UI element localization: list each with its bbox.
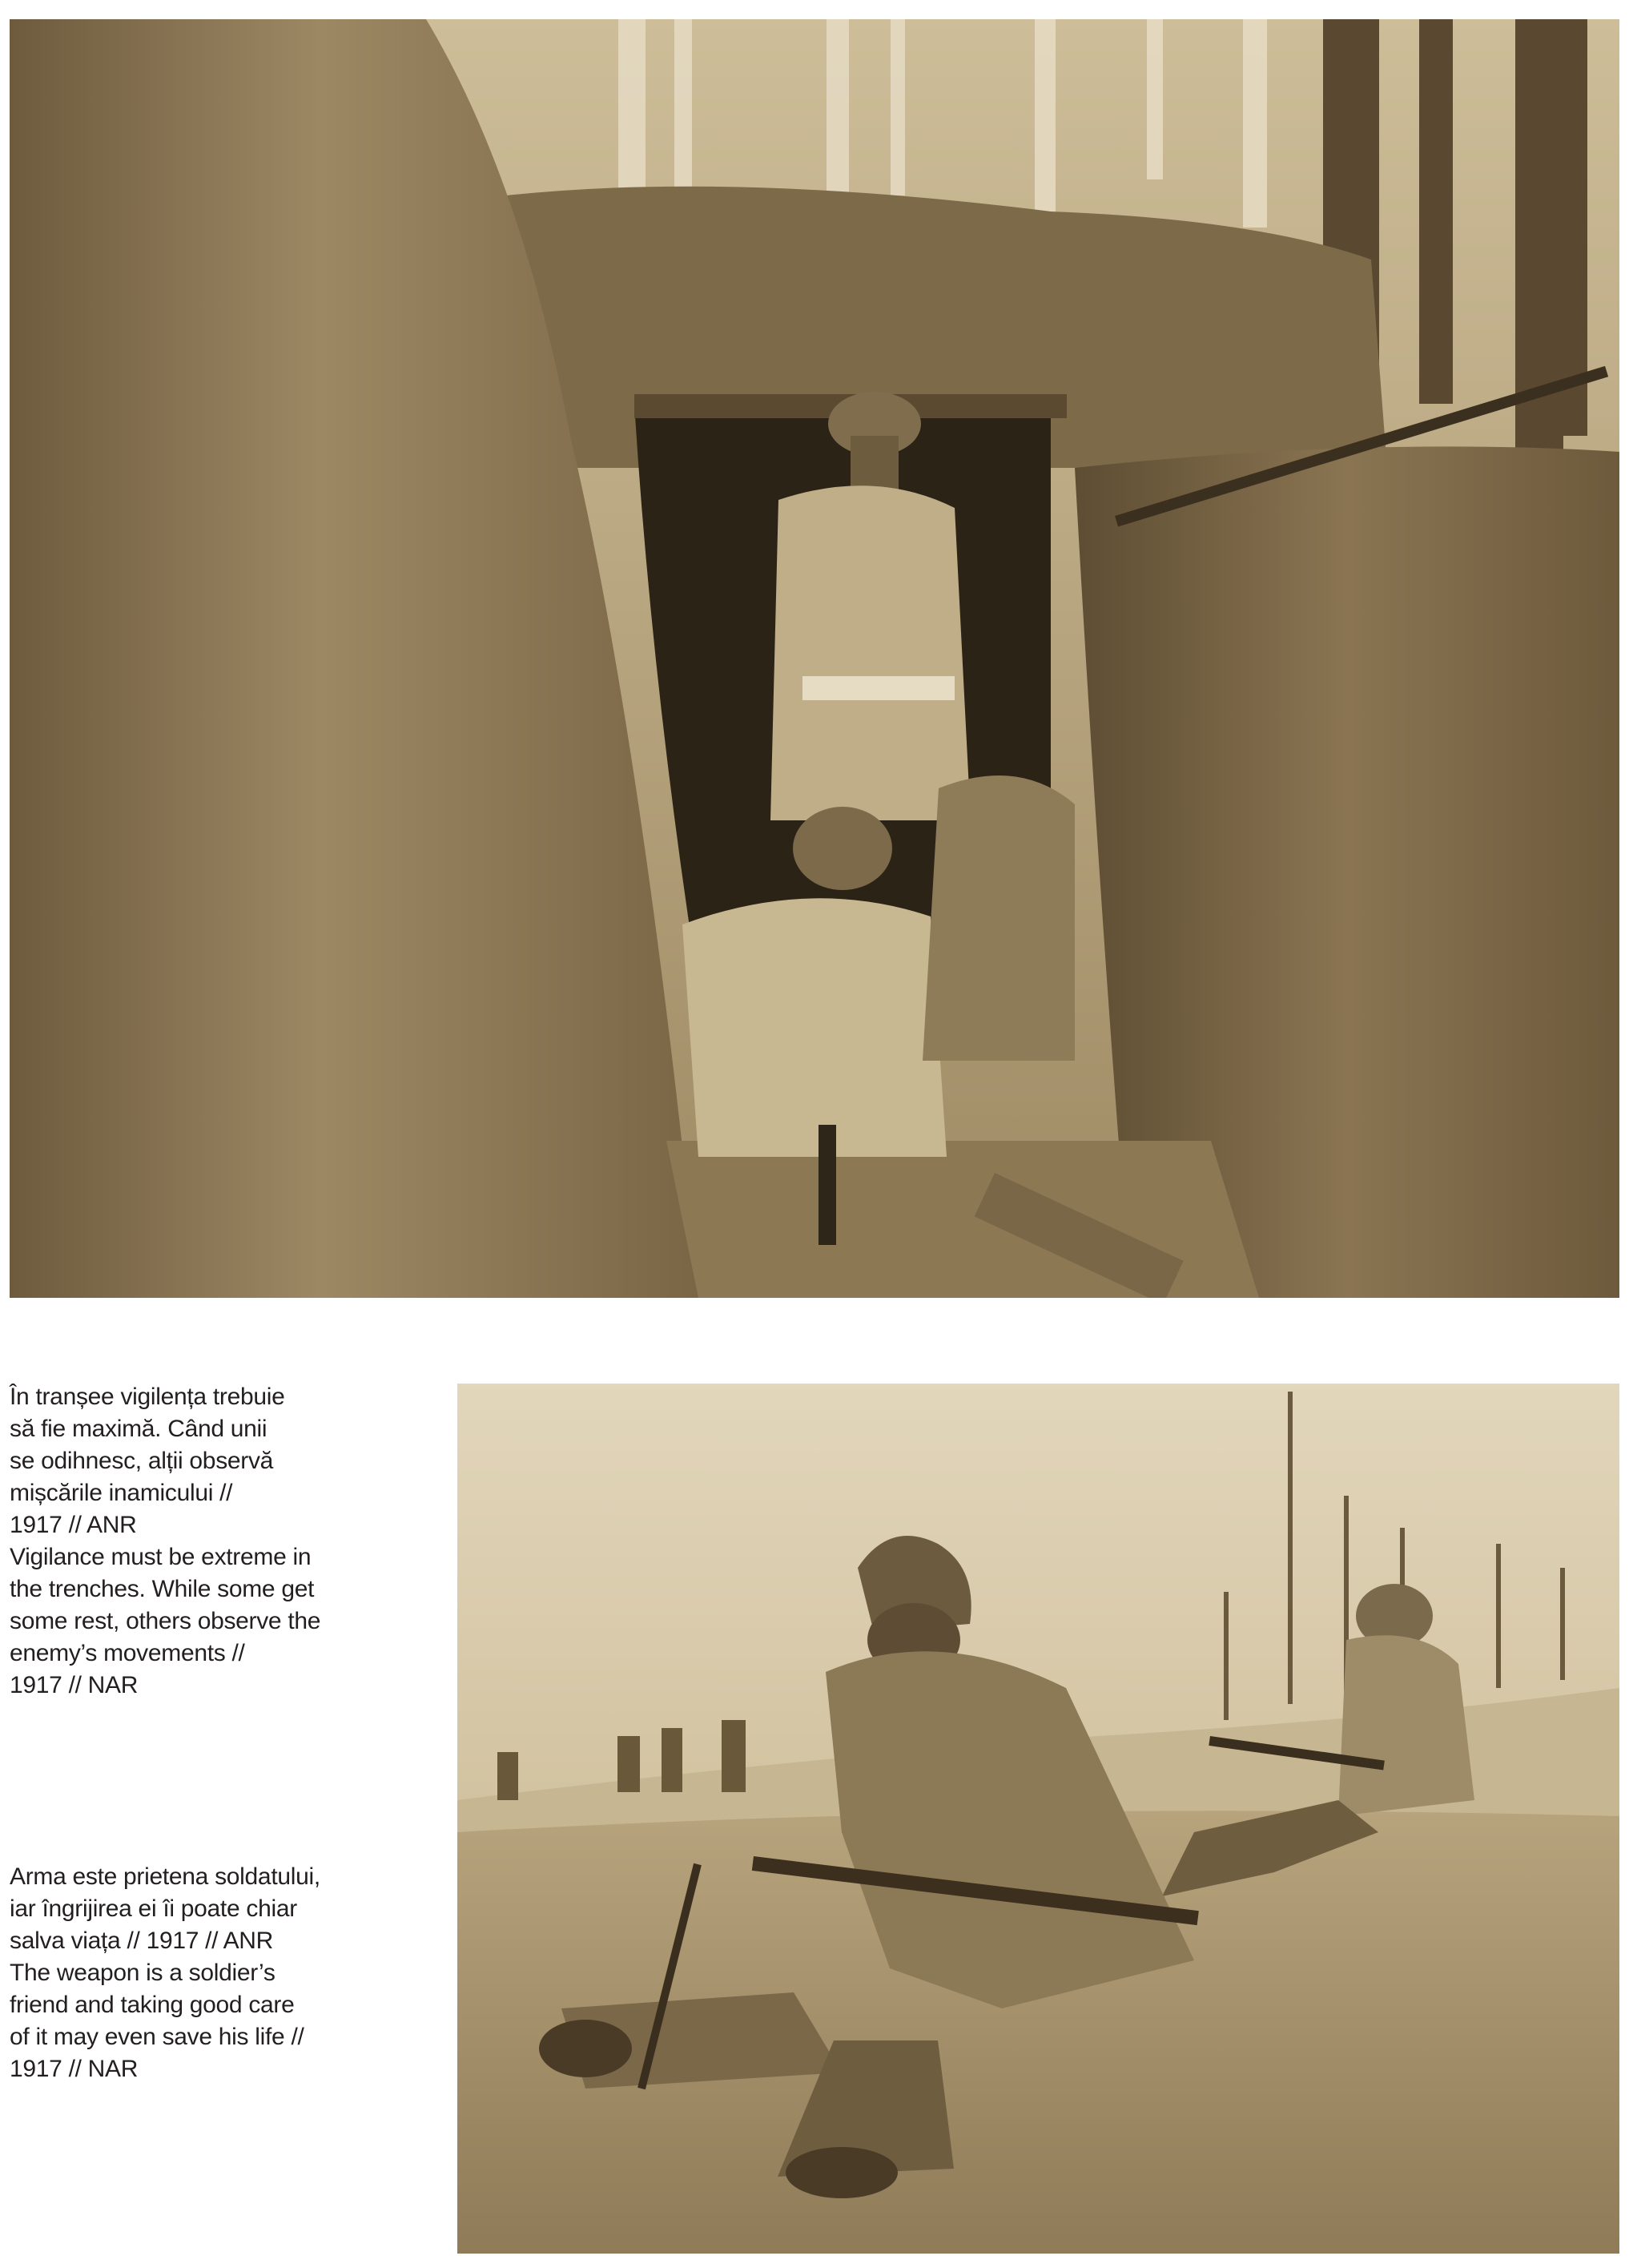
caption-trench-vigilance (10, 1381, 426, 1702)
caption-ro-line: În tranșee vigilența trebuie (10, 1384, 285, 1410)
caption-ro-line: 1917 // ANR (10, 1512, 137, 1538)
caption-en-line: some rest, others observe the (10, 1608, 321, 1634)
caption-ro-line: Arma este prietena soldatului, (10, 1863, 320, 1890)
photo-soldiers-cleaning-rifles (457, 1384, 1619, 2254)
caption-ro-line: salva viața // 1917 // ANR (10, 1928, 274, 1954)
caption-en-line: of it may even save his life // (10, 2024, 304, 2050)
caption-en-line: 1917 // NAR (10, 1672, 139, 1698)
caption-en-line: The weapon is a soldier’s (10, 1960, 276, 1986)
caption-weapon-care (10, 1861, 426, 2085)
caption-en-line: enemy’s movements // (10, 1640, 245, 1666)
caption-en-line: 1917 // NAR (10, 2056, 139, 2082)
caption-ro-line: iar îngrijirea ei îi poate chiar (10, 1895, 297, 1922)
caption-ro-line: să fie maximă. Când unii (10, 1416, 267, 1442)
caption-ro-line: mișcările inamicului // (10, 1480, 233, 1506)
caption-ro-line: se odihnesc, alții observă (10, 1448, 274, 1474)
caption-en-line: Vigilance must be extreme in (10, 1544, 312, 1570)
photo-trench-dugout (10, 19, 1619, 1298)
caption-en-line: friend and taking good care (10, 1992, 295, 2018)
caption-en-line: the trenches. While some get (10, 1576, 315, 1602)
